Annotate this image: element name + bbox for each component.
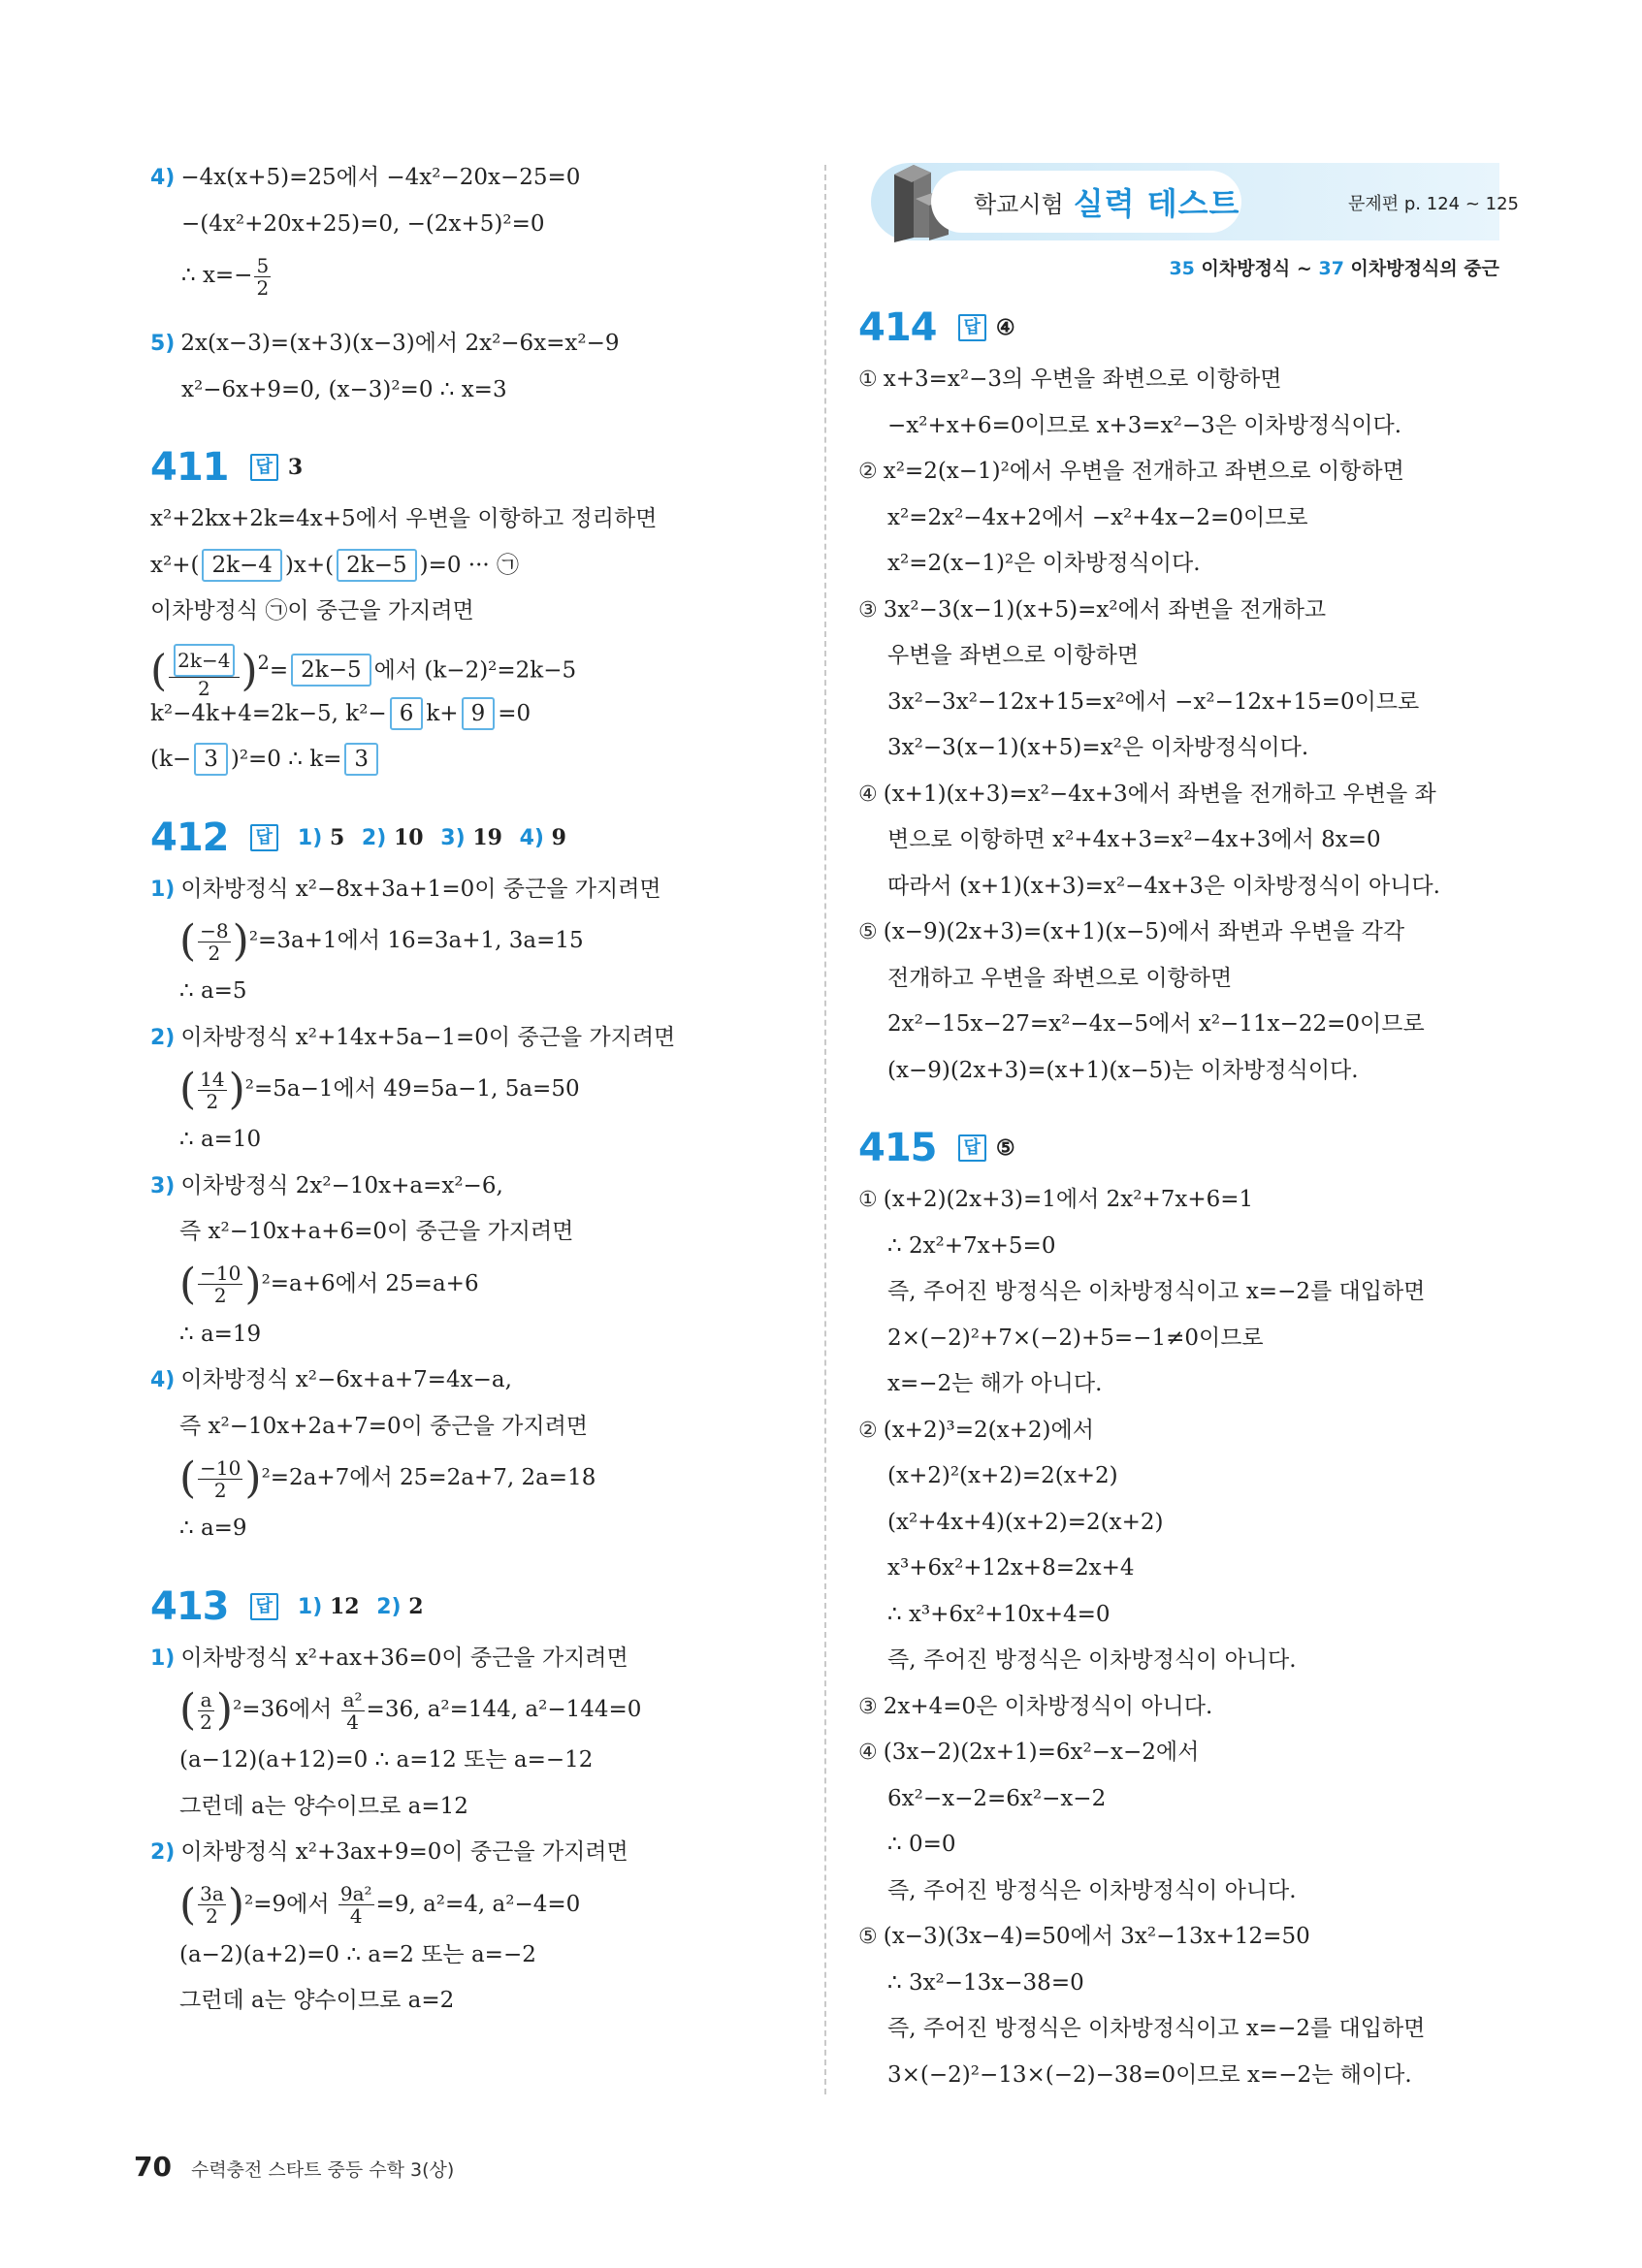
solution-line: ② (x+2)³=2(x+2)에서 [858, 1417, 1094, 1443]
solution-line: ∴ a=10 [179, 1127, 262, 1152]
fraction: $\frac{\text{a²}}{4}$ [342, 1687, 363, 1734]
solution-line: ⑤ (x−9)(2x+3)=(x+1)(x−5)에서 좌변과 우변을 각각 [858, 919, 1405, 944]
page-footer [134, 2151, 454, 2183]
solution-line: x²+( 2k−4 )x+( 2k−5 )=0 ··· ㉠ [150, 543, 810, 590]
solution-line: 우변을 좌변으로 이항하면 [887, 643, 1140, 668]
solution-line: x²−6x+9=0, (x−3)²=0 ∴ x=3 [181, 376, 507, 402]
solution-line: 2) 이차방정식 x²+3ax+9=0이 중근을 가지려면 [150, 1839, 628, 1865]
solution-line: (x+2)²(x+2)=2(x+2) [887, 1463, 1118, 1488]
blank-box: 3 [194, 743, 228, 776]
solution-line: 그런데 a는 양수이므로 a=2 [179, 1988, 455, 2013]
solution-line: 4) −4x(x+5)=25에서 −4x²−20x−25=0 [150, 165, 581, 190]
solution-line: (k− 3 )²=0 ∴ k= 3 [150, 737, 810, 783]
solution-line: ∴ a=9 [179, 1516, 247, 1541]
answer-badge: 답 [250, 1593, 278, 1620]
solution-line: 3x²−3x²−12x+15=x²에서 −x²−12x+15=0이므로 [887, 688, 1420, 715]
fraction: $\frac{2k-4}{2}$ [169, 644, 239, 699]
solution-line: 전개하고 우변을 좌변으로 이항하면 [887, 965, 1233, 991]
page-reference: 문제편 p. 124 ~ 125 [1348, 194, 1519, 214]
solution-line: ∴ a=5 [179, 978, 247, 1004]
solution-line: ∴ 3x²−13x−38=0 [887, 1969, 1084, 1996]
solution-line: 변으로 이항하면 x²+4x+3=x²−4x+3에서 8x=0 [887, 827, 1381, 852]
solution-line: 즉, 주어진 방정식은 이차방정식이 아니다. [887, 1877, 1297, 1903]
solution-line: 3x²−3(x−1)(x+5)=x²은 이차방정식이다. [887, 735, 1309, 760]
solution-line: 3) 이차방정식 2x²−10x+a=x²−6, [150, 1172, 503, 1198]
question-header-414 [858, 299, 1498, 357]
solution-line: 1) 이차방정식 x²+ax+36=0이 중근을 가지려면 [150, 1645, 628, 1671]
solution-line: x=−2는 해가 아니다. [887, 1371, 1103, 1396]
column-divider [824, 165, 826, 2094]
question-number: 415 [858, 1126, 937, 1170]
solution-line: −x²+x+6=0이므로 x+3=x²−3은 이차방정식이다. [887, 412, 1402, 438]
answer-value: 3 [287, 455, 304, 480]
solution-line: ∴ x=− $\frac{5}{2}$ [181, 253, 270, 300]
question-number: 413 [150, 1583, 229, 1629]
solution-line: x²=2(x−1)²은 이차방정식이다. [887, 551, 1201, 576]
solution-line: x³+6x²+12x+8=2x+4 [887, 1555, 1135, 1581]
page-number: 70 [134, 2151, 172, 2183]
solution-line: ① x+3=x²−3의 우변을 좌변으로 이항하면 [858, 367, 1282, 392]
solution-line: 즉, 주어진 방정식은 이차방정식이 아니다. [887, 1647, 1297, 1673]
solution-line: 즉 x²−10x+a+6=0이 중근을 가지려면 [179, 1219, 574, 1244]
left-column [150, 155, 810, 2025]
solution-line: ∴ a=19 [179, 1321, 262, 1347]
solution-line: 1) 이차방정식 x²−8x+3a+1=0이 중근을 가지려면 [150, 876, 661, 902]
chapter-range: 35 이차방정식 ~ 37 이차방정식의 중근 [1169, 258, 1499, 279]
answer-value: ⑤ [995, 1135, 1015, 1161]
blank-box: 2k−4 [202, 549, 281, 582]
solution-line: (a−2)(a+2)=0 ∴ a=2 또는 a=−2 [179, 1941, 536, 1967]
solution-line: 따라서 (x+1)(x+3)=x²−4x+3은 이차방정식이 아니다. [887, 873, 1440, 899]
solution-line: ④ (3x−2)(2x+1)=6x²−x−2에서 [858, 1740, 1200, 1765]
question-number: 414 [858, 305, 937, 350]
solution-line: x²+2kx+2k=4x+5에서 우변을 이항하고 정리하면 [150, 506, 658, 531]
answer-value: 1) 5 2) 10 3) 19 4) 9 [297, 824, 566, 850]
banner-title [931, 171, 1241, 233]
question-number: 412 [150, 815, 229, 860]
solution-line: 이차방정식 ㉠이 중근을 가지려면 [150, 598, 474, 623]
solution-line: k²−4k+4=2k−5, k²− 6 k+ 9 =0 [150, 691, 810, 738]
solution-line: (a−12)(a+12)=0 ∴ a=12 또는 a=−12 [179, 1747, 594, 1773]
solution-line: 6x²−x−2=6x²−x−2 [887, 1785, 1107, 1811]
solution-line: ( $\frac{-10}{2}$ )²=a+6에서 25=a+6 [179, 1259, 479, 1309]
solution-line: 3×(−2)²−13×(−2)−38=0이므로 x=−2는 해이다. [887, 2061, 1412, 2088]
question-header-411 [150, 438, 810, 496]
book-title: 수력충전 스타트 중등 수학 3(상) [190, 2159, 455, 2181]
answer-badge: 답 [958, 314, 986, 341]
solution-line: ( $\frac{-8}{2}$ )²=3a+1에서 16=3a+1, 3a=15 [179, 916, 584, 966]
fraction: $\frac{\text{9a²}}{4}$ [339, 1882, 372, 1928]
question-number: 411 [150, 445, 229, 490]
answer-value: ④ [995, 315, 1015, 340]
solution-line: ∴ x³+6x²+10x+4=0 [887, 1601, 1111, 1627]
solution-line: ∴ 2x²+7x+5=0 [887, 1232, 1056, 1259]
blank-box: 2k−5 [337, 549, 416, 582]
solution-line: ( $\frac{14}{2}$ )²=5a−1에서 49=5a−1, 5a=50 [179, 1065, 580, 1114]
fraction: $\frac{5}{2}$ [256, 253, 270, 300]
fraction: $\frac{3a}{2}$ [200, 1882, 224, 1928]
solution-line: ③ 3x²−3(x−1)(x+5)=x²에서 좌변을 전개하고 [858, 596, 1327, 623]
fraction: $\frac{-10}{2}$ [200, 1262, 241, 1307]
solution-line: (x²+4x+4)(x+2)=2(x+2) [887, 1509, 1164, 1535]
solution-line: 5) 2x(x−3)=(x+3)(x−3)에서 2x²−6x=x²−9 [150, 331, 620, 356]
solution-line: ( $\frac{2k-4}{2}$ )$^2$= 2k−5 에서 (k−2)²=2k−5 [150, 635, 810, 691]
solution-line: x²=2x²−4x+2에서 −x²+4x−2=0이므로 [887, 504, 1308, 530]
answer-badge: 답 [250, 824, 278, 851]
banner-label-b: 실력 테스트 [1073, 185, 1240, 222]
question-header-415 [858, 1119, 1498, 1177]
fraction: $\frac{14}{2}$ [200, 1067, 225, 1113]
blank-box: 3 [344, 743, 378, 776]
blank-box: 2k−5 [291, 654, 370, 687]
question-header-413 [150, 1578, 810, 1636]
solution-line: 즉, 주어진 방정식은 이차방정식이고 x=−2를 대입하면 [887, 1279, 1426, 1304]
fraction: $\frac{-8}{2}$ [200, 918, 229, 965]
solution-line: ② x²=2(x−1)²에서 우변을 전개하고 좌변으로 이항하면 [858, 459, 1404, 484]
blank-box: 6 [390, 697, 424, 730]
solution-line: ④ (x+1)(x+3)=x²−4x+3에서 좌변을 전개하고 우변을 좌 [858, 781, 1436, 807]
question-header-412 [150, 809, 810, 867]
solution-line: ⑤ (x−3)(3x−4)=50에서 3x²−13x+12=50 [858, 1924, 1310, 1949]
solution-line: 즉 x²−10x+2a+7=0이 중근을 가지려면 [179, 1413, 589, 1439]
answer-value: 1) 12 2) 2 [297, 1593, 424, 1619]
solution-line: ( $\frac{3a}{2}$ )²=9에서 $\frac{\text{9a²}}{4}$ =9, a²=4, a²−4=0 [179, 1879, 581, 1930]
solution-line: ( $\frac{a}{2}$ )²=36에서 $\frac{\text{a²}}{4}$ =36, a²=144, a²−144=0 [179, 1685, 642, 1735]
solution-line: (x−9)(2x+3)=(x+1)(x−5)는 이차방정식이다. [887, 1057, 1359, 1083]
solution-line: 2×(−2)²+7×(−2)+5=−1≠0이므로 [887, 1325, 1264, 1351]
answer-badge: 답 [958, 1134, 986, 1162]
blank-box: 2k−4 [174, 644, 234, 677]
solution-line: ∴ 0=0 [887, 1832, 956, 1857]
solution-line: 2x²−15x−27=x²−4x−5에서 x²−11x−22=0이므로 [887, 1011, 1425, 1037]
solution-line: −(4x²+20x+25)=0, −(2x+5)²=0 [181, 210, 545, 237]
right-column [858, 291, 1498, 2098]
solution-line: ( $\frac{-10}{2}$ )²=2a+7에서 25=2a+7, 2a=18 [179, 1453, 596, 1503]
fraction: $\frac{-10}{2}$ [200, 1455, 241, 1502]
answer-badge: 답 [250, 454, 278, 481]
solution-line: ① (x+2)(2x+3)=1에서 2x²+7x+6=1 [858, 1187, 1254, 1212]
solution-line: 2) 이차방정식 x²+14x+5a−1=0이 중근을 가지려면 [150, 1024, 676, 1050]
solution-line: ③ 2x+4=0은 이차방정식이 아니다. [858, 1693, 1213, 1719]
banner-label-a: 학교시험 [974, 190, 1064, 218]
solution-line: 4) 이차방정식 x²−6x+a+7=4x−a, [150, 1367, 512, 1392]
solution-line: 그런데 a는 양수이므로 a=12 [179, 1793, 468, 1819]
solution-line: 즉, 주어진 방정식은 이차방정식이고 x=−2를 대입하면 [887, 2016, 1426, 2041]
fraction: $\frac{a}{2}$ [200, 1687, 212, 1734]
blank-box: 9 [462, 697, 496, 730]
